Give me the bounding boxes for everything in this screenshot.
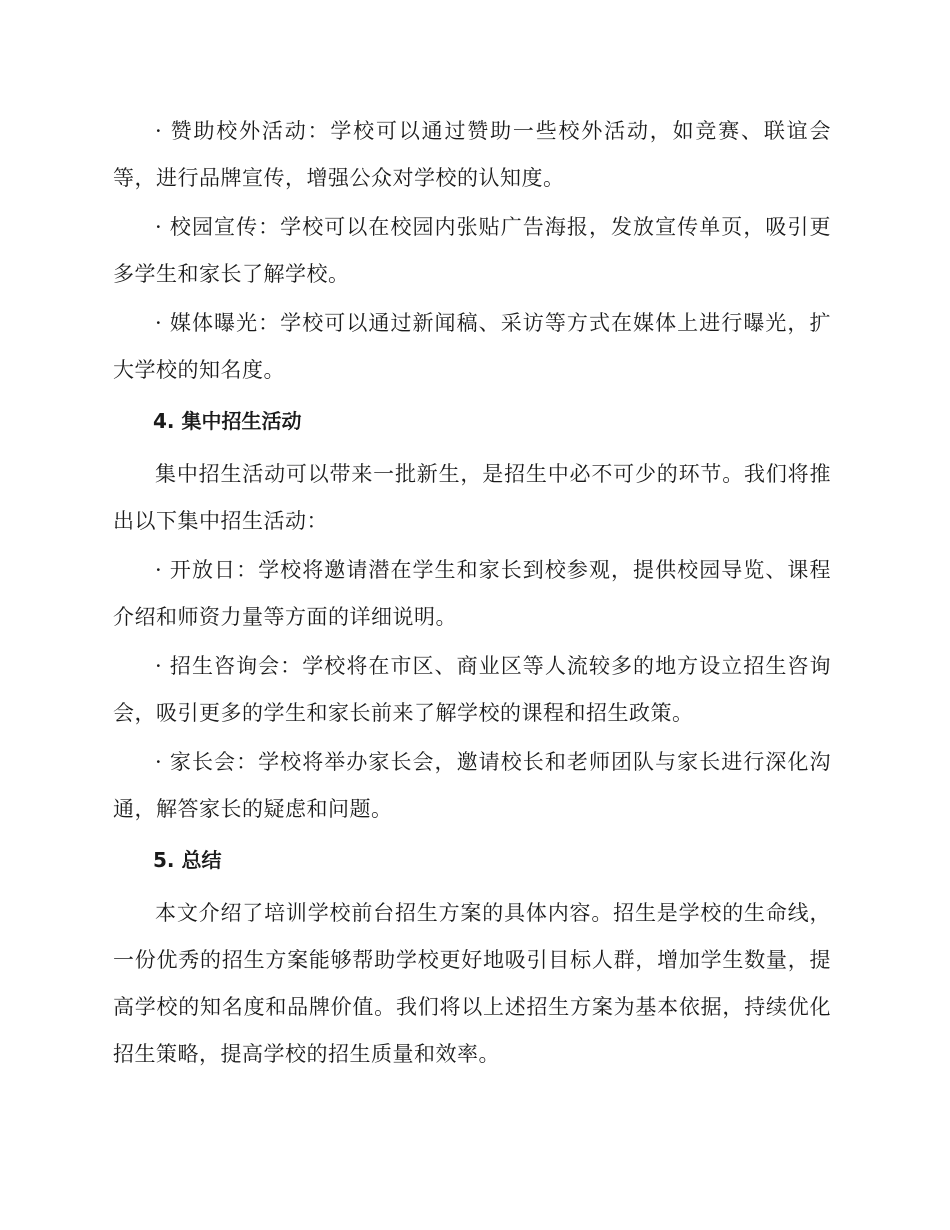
paragraph-summary: 本文介绍了培训学校前台招生方案的具体内容。招生是学校的生命线，一份优秀的招生方案能够帮助学校更好地吸引目标人群，增加学生数量，提高学校的知名度和品牌价值。我们将以上述招生方案为基本依据，持续优化招生策略，提高学校的招生质量和效率。 (113, 901, 831, 1066)
section-heading-4: 4. 集中招生活动 (153, 409, 302, 433)
document-page (113, 108, 831, 1080)
bullet-parent-meeting: · 家长会：学校将举办家长会，邀请校长和老师团队与家长进行深化沟通，解答家长的疑虑和问题。 (113, 750, 831, 821)
bullet-campus-promotion: · 校园宣传：学校可以在校园内张贴广告海报，发放宣传单页，吸引更多学生和家长了解学校。 (113, 215, 831, 286)
bullet-sponsor-activities: · 赞助校外活动：学校可以通过赞助一些校外活动，如竞赛、联谊会等，进行品牌宣传，增强公众对学校的认知度。 (113, 119, 831, 190)
bullet-media-exposure: · 媒体曝光：学校可以通过新闻稿、采访等方式在媒体上进行曝光，扩大学校的知名度。 (113, 311, 831, 382)
bullet-open-day: · 开放日：学校将邀请潜在学生和家长到校参观，提供校园导览、课程介绍和师资力量等方面的详细说明。 (113, 558, 831, 629)
section-heading-5: 5. 总结 (153, 848, 222, 872)
paragraph-intro-activities: 集中招生活动可以带来一批新生，是招生中必不可少的环节。我们将推出以下集中招生活动： (113, 462, 831, 533)
bullet-consultation: · 招生咨询会：学校将在市区、商业区等人流较多的地方设立招生咨询会，吸引更多的学生和家长前来了解学校的课程和招生政策。 (113, 654, 831, 725)
